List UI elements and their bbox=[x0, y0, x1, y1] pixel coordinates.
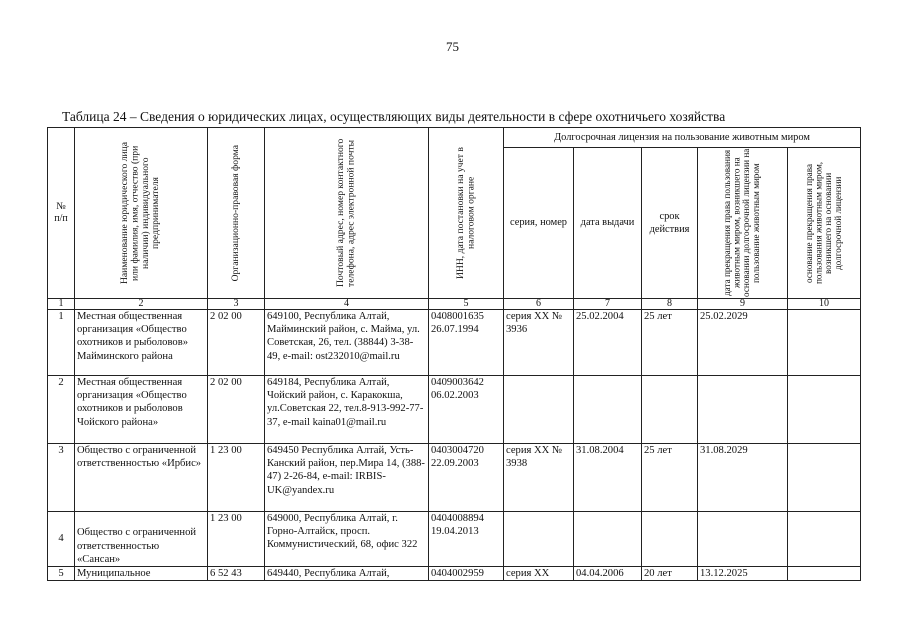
column-number: 10 bbox=[788, 299, 861, 310]
row-issue-date: 04.04.2006 bbox=[574, 567, 642, 581]
header-legal-form bbox=[208, 128, 265, 299]
row-name: Общество с ограниченной ответственностью «Ирбис» bbox=[75, 444, 208, 512]
row-address: 649184, Республика Алтай, Чойский район, с. Каракокша, ул.Советская 22, тел.8-913-992-77-37, e-mail kaina01@mail.ru bbox=[265, 376, 429, 444]
row-name: Местная общественная организация «Общество охотников и рыболовов» Майминского района bbox=[75, 310, 208, 376]
row-inn: 0404008894 19.04.2013 bbox=[429, 512, 504, 567]
page-number: 75 bbox=[446, 39, 459, 54]
table-row bbox=[48, 512, 861, 567]
column-number: 9 bbox=[698, 299, 788, 310]
row-series bbox=[504, 512, 574, 567]
row-termination-date bbox=[698, 512, 788, 567]
header-licence-group: Долгосрочная лицензия на пользование животным миром bbox=[504, 128, 861, 148]
row-address: 649450 Республика Алтай, Усть-Канский район, пер.Мира 14, (388-47) 2-26-84, e-mail: IRBIS-UK@yandex.ru bbox=[265, 444, 429, 512]
column-number: 5 bbox=[429, 299, 504, 310]
header-row-top bbox=[48, 128, 861, 148]
header-name bbox=[75, 128, 208, 299]
table-row bbox=[48, 310, 861, 376]
row-term bbox=[642, 376, 698, 444]
column-number: 1 bbox=[48, 299, 75, 310]
column-number: 7 bbox=[574, 299, 642, 310]
row-term: 25 лет bbox=[642, 310, 698, 376]
row-issue-date bbox=[574, 512, 642, 567]
column-number: 3 bbox=[208, 299, 265, 310]
row-series: серия ХХ bbox=[504, 567, 574, 581]
row-term bbox=[642, 512, 698, 567]
column-number: 4 bbox=[265, 299, 429, 310]
row-inn: 0408001635 26.07.1994 bbox=[429, 310, 504, 376]
header-term: срок действия bbox=[642, 148, 698, 299]
column-number: 8 bbox=[642, 299, 698, 310]
header-name-label: Наименование юридического лица или фамилия, имя, отчество (при наличии) индивидуального предпринимателя bbox=[119, 141, 162, 285]
table-row bbox=[48, 444, 861, 512]
row-no: 1 bbox=[48, 310, 75, 376]
column-number: 6 bbox=[504, 299, 574, 310]
header-inn-label: ИНН, дата постановки на учет в налоговом органе bbox=[454, 147, 476, 279]
header-termination-date bbox=[698, 148, 788, 299]
column-number: 2 bbox=[75, 299, 208, 310]
row-series: серия ХХ № 3938 bbox=[504, 444, 574, 512]
row-legal-form: 6 52 43 bbox=[208, 567, 265, 581]
row-termination-date: 31.08.2029 bbox=[698, 444, 788, 512]
row-name: Общество с ограниченной ответственностью «Сансан» bbox=[75, 512, 208, 567]
header-termination-grounds bbox=[788, 148, 861, 299]
row-termination-grounds bbox=[788, 310, 861, 376]
row-inn: 0403004720 22.09.2003 bbox=[429, 444, 504, 512]
header-issue-date: дата выдачи bbox=[574, 148, 642, 299]
header-termination-date-label: дата прекращения права пользования животным миром, возникшего на основании долгосрочной лицензии на пользование животным миром bbox=[722, 148, 762, 298]
legal-entities-table bbox=[47, 127, 861, 581]
row-address: 649000, Республика Алтай, г. Горно-Алтайск, просп. Коммунистический, 68, офис 322 bbox=[265, 512, 429, 567]
row-no: 2 bbox=[48, 376, 75, 444]
header-address-label: Почтовый адрес, номер контактного телефона, адрес электронной почты bbox=[335, 138, 357, 288]
header-legal-form-label: Организационно-правовая форма bbox=[229, 144, 241, 282]
row-termination-grounds bbox=[788, 444, 861, 512]
table-title: Таблица 24 – Сведения о юридических лицах, осуществляющих виды деятельности в сфере охотничьего хозяйства bbox=[62, 109, 726, 124]
row-term: 20 лет bbox=[642, 567, 698, 581]
row-issue-date: 25.02.2004 bbox=[574, 310, 642, 376]
header-no-label: № п/п bbox=[54, 201, 68, 224]
row-no: 5 bbox=[48, 567, 75, 581]
row-address: 649100, Республика Алтай, Майминский район, с. Майма, ул. Советская, 26, тел. (38844) 3-38-49, e-mail: ost232010@mail.ru bbox=[265, 310, 429, 376]
row-legal-form: 2 02 00 bbox=[208, 310, 265, 376]
row-legal-form: 1 23 00 bbox=[208, 444, 265, 512]
row-no: 3 bbox=[48, 444, 75, 512]
row-termination-date: 13.12.2025 bbox=[698, 567, 788, 581]
row-legal-form: 1 23 00 bbox=[208, 512, 265, 567]
column-number-row bbox=[48, 299, 861, 310]
row-series: серия ХХ № 3936 bbox=[504, 310, 574, 376]
row-address: 649440, Республика Алтай, bbox=[265, 567, 429, 581]
header-address bbox=[265, 128, 429, 299]
row-series bbox=[504, 376, 574, 444]
header-inn bbox=[429, 128, 504, 299]
row-termination-date: 25.02.2029 bbox=[698, 310, 788, 376]
row-issue-date: 31.08.2004 bbox=[574, 444, 642, 512]
header-no bbox=[48, 128, 75, 299]
table-row bbox=[48, 567, 861, 581]
table-row bbox=[48, 376, 861, 444]
row-name: Муниципальное bbox=[75, 567, 208, 581]
row-name: Местная общественная организация «Общество охотников и рыболовов Чойского района» bbox=[75, 376, 208, 444]
row-issue-date bbox=[574, 376, 642, 444]
row-inn: 0404002959 bbox=[429, 567, 504, 581]
row-termination-grounds bbox=[788, 376, 861, 444]
header-termination-grounds-label: основание прекращения права пользования животным миром, возникшего на основании долгосрочной лицензии bbox=[803, 161, 843, 285]
header-series: серия, номер bbox=[504, 148, 574, 299]
row-termination-grounds bbox=[788, 512, 861, 567]
row-term: 25 лет bbox=[642, 444, 698, 512]
row-termination-date bbox=[698, 376, 788, 444]
row-no: 4 bbox=[48, 512, 75, 567]
row-legal-form: 2 02 00 bbox=[208, 376, 265, 444]
row-termination-grounds bbox=[788, 567, 861, 581]
row-inn: 0409003642 06.02.2003 bbox=[429, 376, 504, 444]
